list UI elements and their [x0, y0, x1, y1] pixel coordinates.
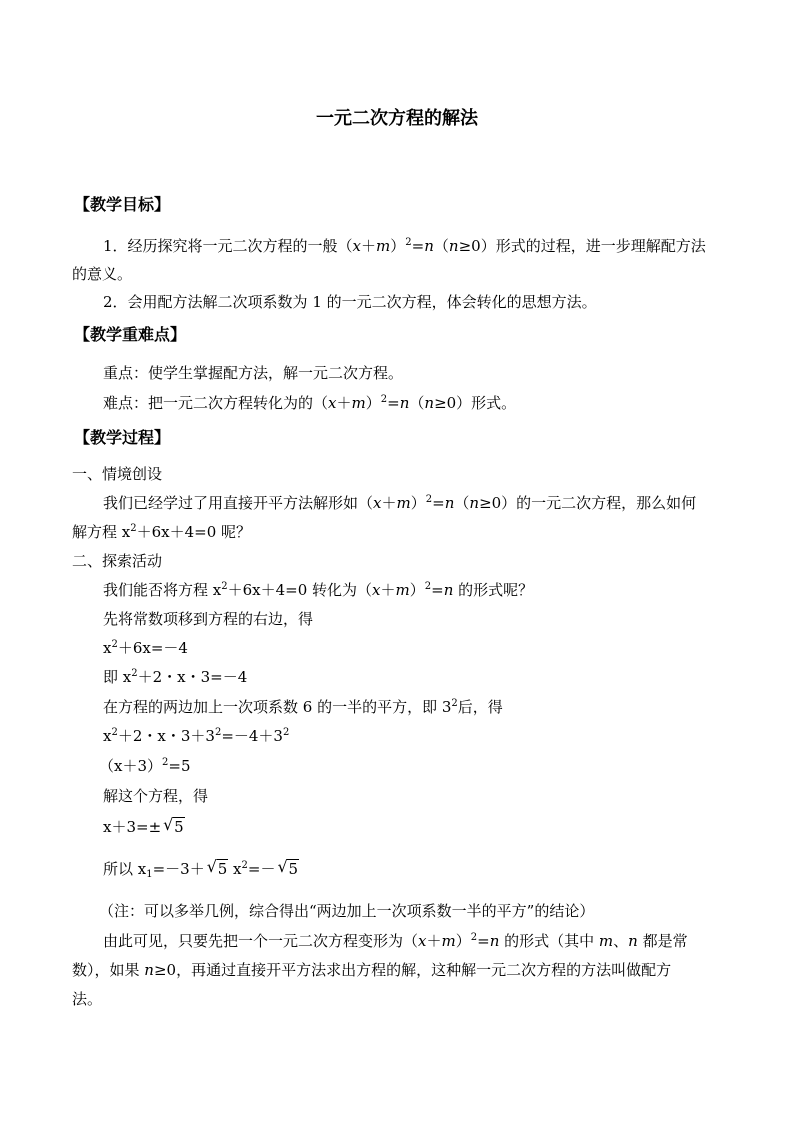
- conclusion-line-1: 由此可见，只要先把一个一元二次方程变形为$(x+m)^2=n$ 的形式（其中 m、n 都是常: [103, 932, 688, 950]
- equation-6-solutions: 所以 $x_1=-3+$ √ 5 $x^2=-$ √ 5: [103, 857, 299, 880]
- goal-1: 1．经历探究将一元二次方程的一般$(x+m)^2=n(n\ge 0)$形式的过程，进一步理解配方法: [103, 237, 706, 255]
- key-focus: 重点：使学生掌握配方法，解一元二次方程。: [103, 364, 404, 382]
- exploration-question: 我们能否将方程 $x^2+6x+4=0$ 转化为$(x+m)^2=n$ 的形式呢？: [103, 581, 534, 599]
- subsection-heading-2: 二、探索活动: [72, 552, 163, 570]
- sqrt-symbol: √ 5: [206, 857, 228, 878]
- sqrt-symbol: √ 5: [163, 815, 184, 836]
- step-move-constant: 先将常数项移到方程的右边，得: [103, 610, 314, 628]
- conclusion-line-2: 数），如果 n≥0，再通过直接开平方法求出方程的解，这种解一元二次方程的方法叫做配方: [72, 961, 672, 979]
- equation-3: $x^2+2$・x・$3+3^2=-4+3^2$: [103, 727, 290, 745]
- section-heading-key-points: 【教学重难点】: [74, 325, 187, 344]
- scenario-paragraph-continued: 解方程 $x^2+6x+4=0$ 呢？: [72, 523, 252, 541]
- equation-4: $(x+3)^2=5$: [99, 757, 191, 775]
- goal-1-continued: 的意义。: [72, 265, 133, 283]
- goal-2: 2．会用配方法解二次项系数为 1 的一元二次方程，体会转化的思想方法。: [103, 293, 597, 311]
- teaching-note: （注：可以多举几例，综合得出“两边加上一次项系数一半的平方”的结论）: [99, 902, 595, 920]
- scenario-paragraph: 我们已经学过了用直接开平方法解形如$(x+m)^2=n(n\ge 0)$的一元二次方程，那么如何: [103, 494, 697, 512]
- section-heading-process: 【教学过程】: [74, 428, 171, 447]
- equation-1: $x^2+6x=-4$: [103, 639, 188, 657]
- conclusion-line-3: 法。: [72, 990, 103, 1008]
- equation-2: 即 $x^2+2$・x・3=－4: [103, 668, 248, 686]
- document-title: 一元二次方程的解法: [316, 108, 478, 129]
- step-complete-square: 在方程的两边加上一次项系数 6 的一半的平方，即 $3^2$后，得: [103, 698, 503, 716]
- equation-5: x＋3=± √ 5: [103, 815, 184, 836]
- section-heading-goals: 【教学目标】: [74, 195, 171, 214]
- step-solve: 解这个方程，得: [103, 787, 209, 805]
- sqrt-symbol: √ 5: [277, 857, 299, 878]
- key-difficulty: 难点：把一元二次方程转化为的$(x+m)^2=n(n\ge 0)$形式。: [103, 394, 517, 412]
- subsection-heading-1: 一、情境创设: [72, 465, 163, 483]
